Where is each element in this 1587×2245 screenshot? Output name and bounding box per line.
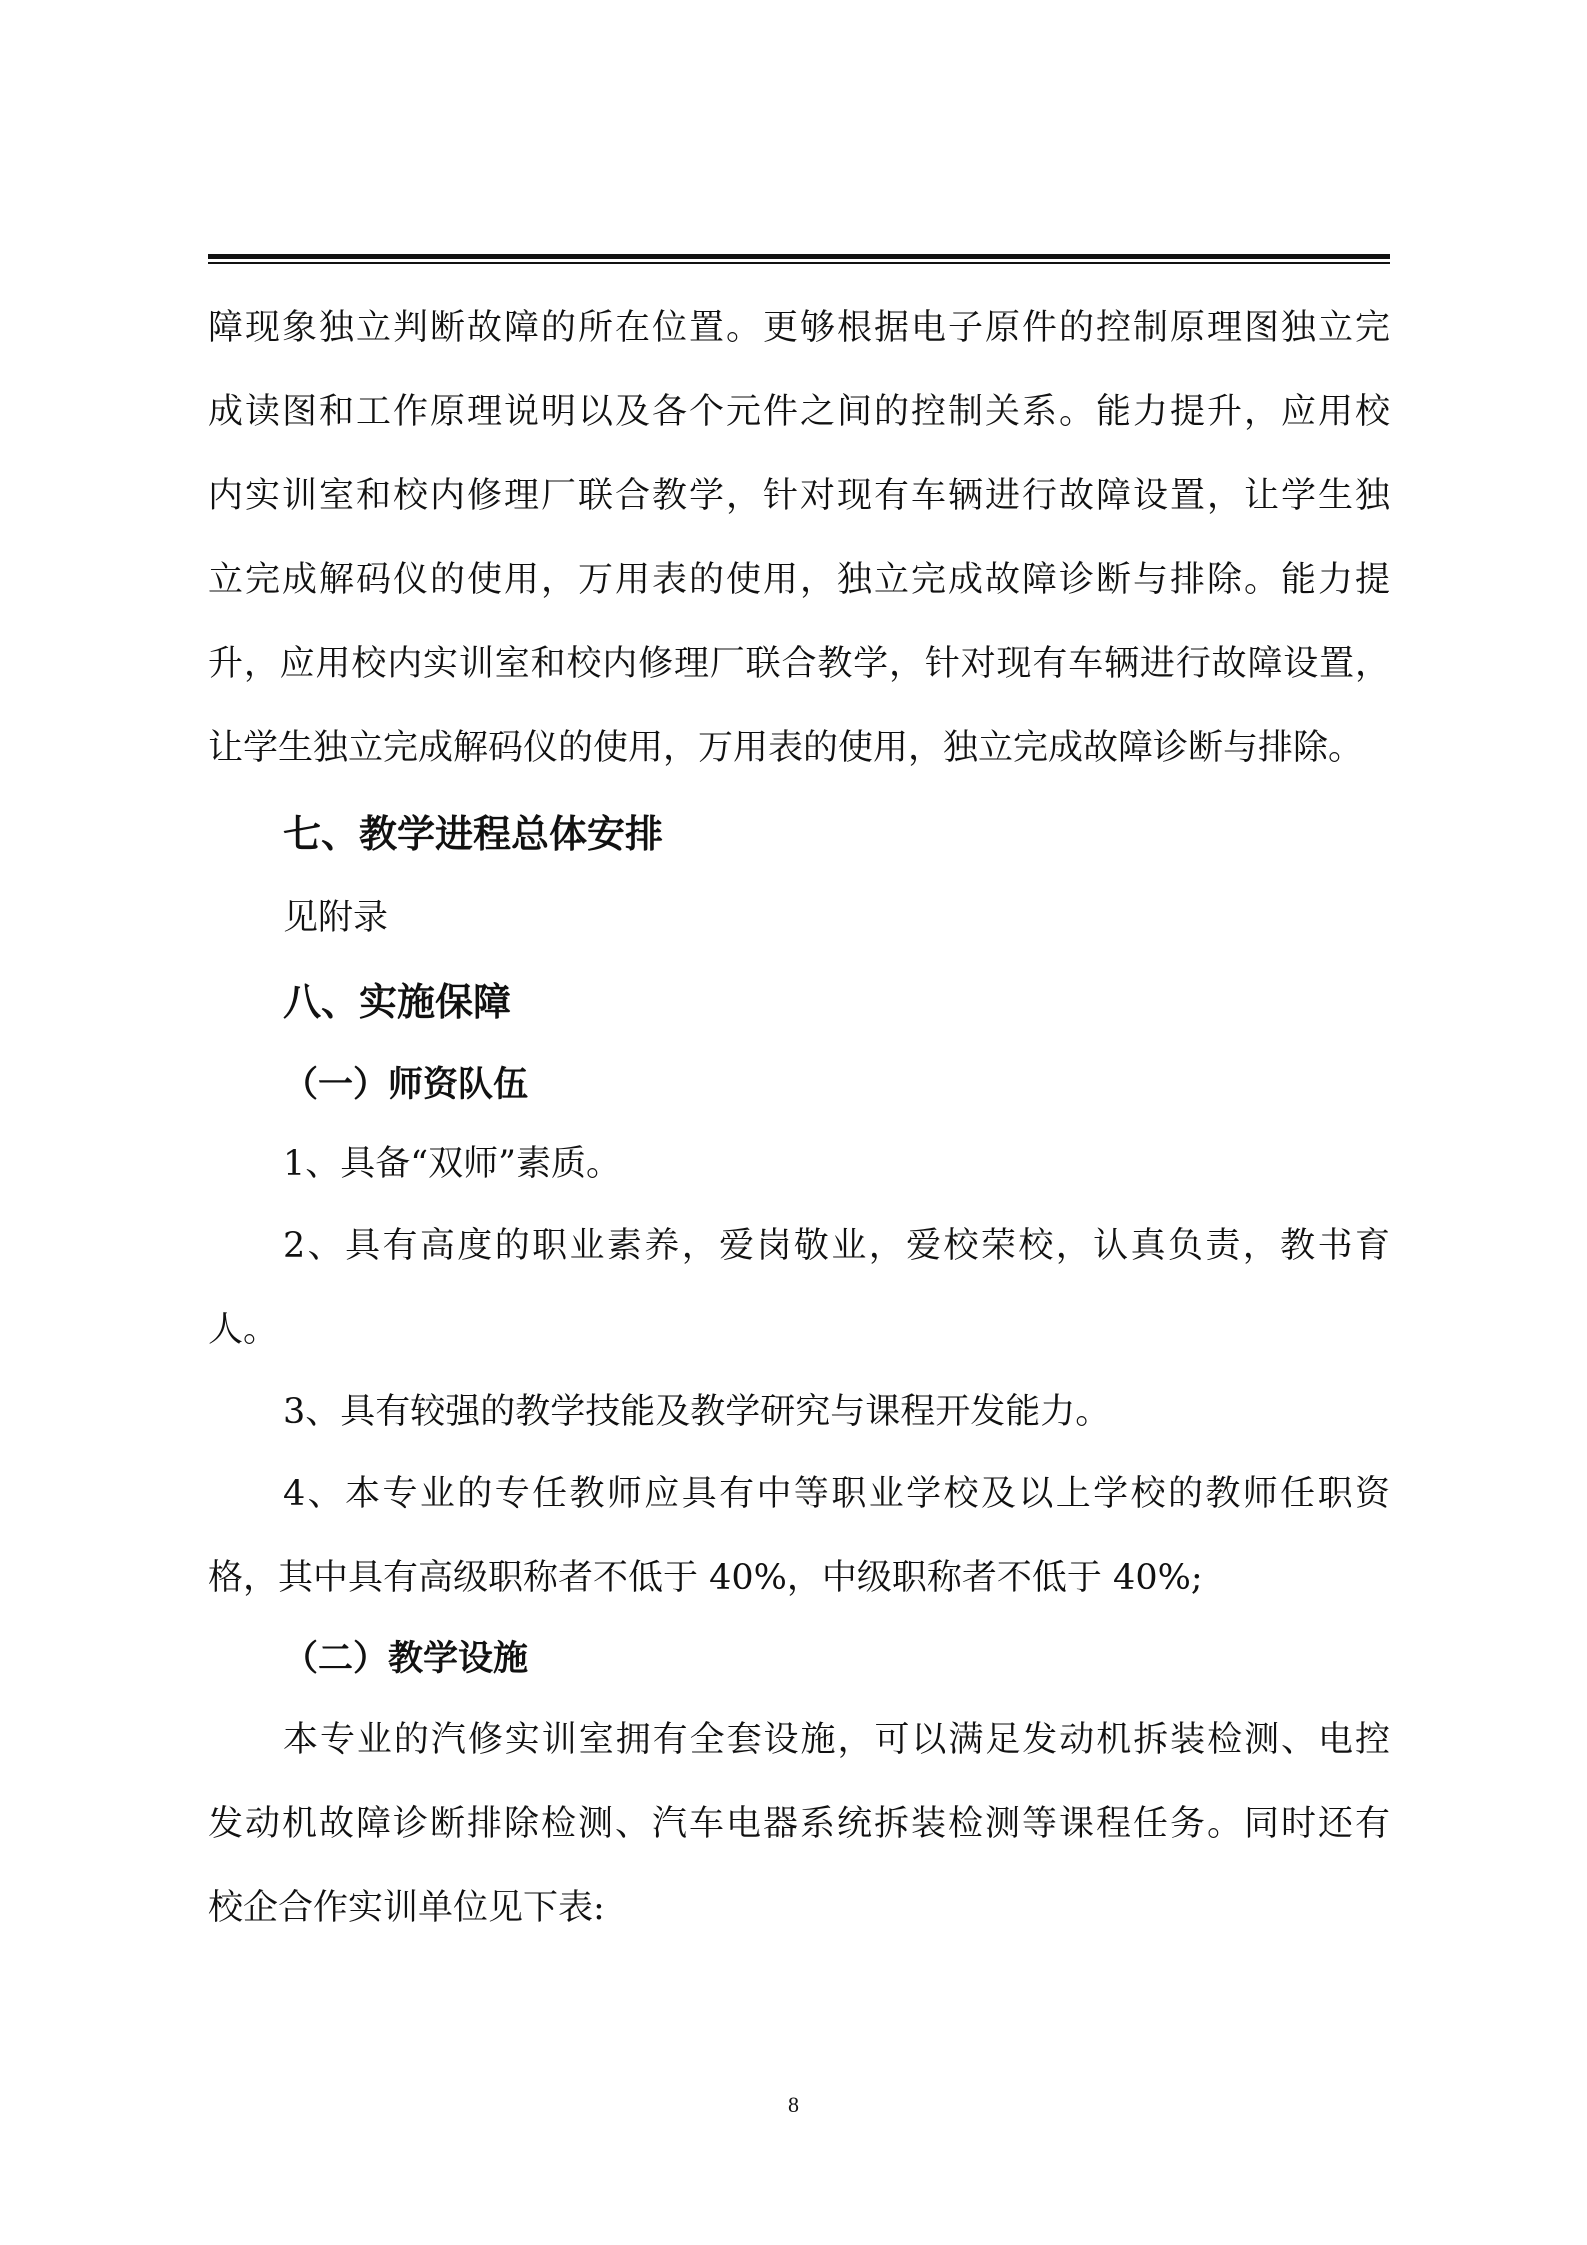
continuation-line: 立完成解码仪的使用，万用表的使用，独立完成故障诊断与排除。能力提: [208, 560, 1390, 600]
page-number: 8: [788, 2092, 799, 2117]
continuation-line: 内实训室和校内修理厂联合教学，针对现有车辆进行故障设置，让学生独: [208, 476, 1390, 516]
section7-heading: 七、教学进程总体安排: [283, 811, 664, 856]
subsection-facilities-heading: （二）教学设施: [283, 1638, 529, 1679]
faculty-item-4-line2: 格，其中具有高级职称者不低于 40%，中级职称者不低于 40%;: [208, 1558, 1203, 1598]
faculty-item-4-line1: 4、本专业的专任教师应具有中等职业学校及以上学校的教师任职资: [283, 1474, 1390, 1514]
faculty-item-2-line2: 人。: [208, 1310, 279, 1350]
facilities-line2: 发动机故障诊断排除检测、汽车电器系统拆装检测等课程任务。同时还有: [208, 1804, 1390, 1844]
facilities-line3: 校企合作实训单位见下表:: [208, 1888, 605, 1928]
subsection-faculty-heading: （一）师资队伍: [283, 1064, 529, 1105]
continuation-line: 让学生独立完成解码仪的使用，万用表的使用，独立完成故障诊断与排除。: [208, 728, 1364, 768]
continuation-line: 成读图和工作原理说明以及各个元件之间的控制关系。能力提升，应用校: [208, 392, 1390, 432]
faculty-item-2-line1: 2、具有高度的职业素养，爱岗敬业，爱校荣校，认真负责，教书育: [283, 1226, 1390, 1266]
continuation-line: 升，应用校内实训室和校内修理厂联合教学，针对现有车辆进行故障设置，: [208, 644, 1390, 684]
section8-heading: 八、实施保障: [283, 979, 512, 1024]
faculty-item-3: 3、具有较强的教学技能及教学研究与课程开发能力。: [283, 1392, 1111, 1432]
continuation-line: 障现象独立判断故障的所在位置。更够根据电子原件的控制原理图独立完: [208, 308, 1390, 348]
header-rule-thin: [208, 262, 1390, 264]
section7-text: 见附录: [283, 898, 389, 938]
faculty-item-1: 1、具备“双师”素质。: [283, 1144, 622, 1184]
facilities-line1: 本专业的汽修实训室拥有全套设施，可以满足发动机拆装检测、电控: [283, 1720, 1390, 1760]
header-rule-thick: [208, 254, 1390, 259]
page-content: [208, 286, 1390, 1950]
